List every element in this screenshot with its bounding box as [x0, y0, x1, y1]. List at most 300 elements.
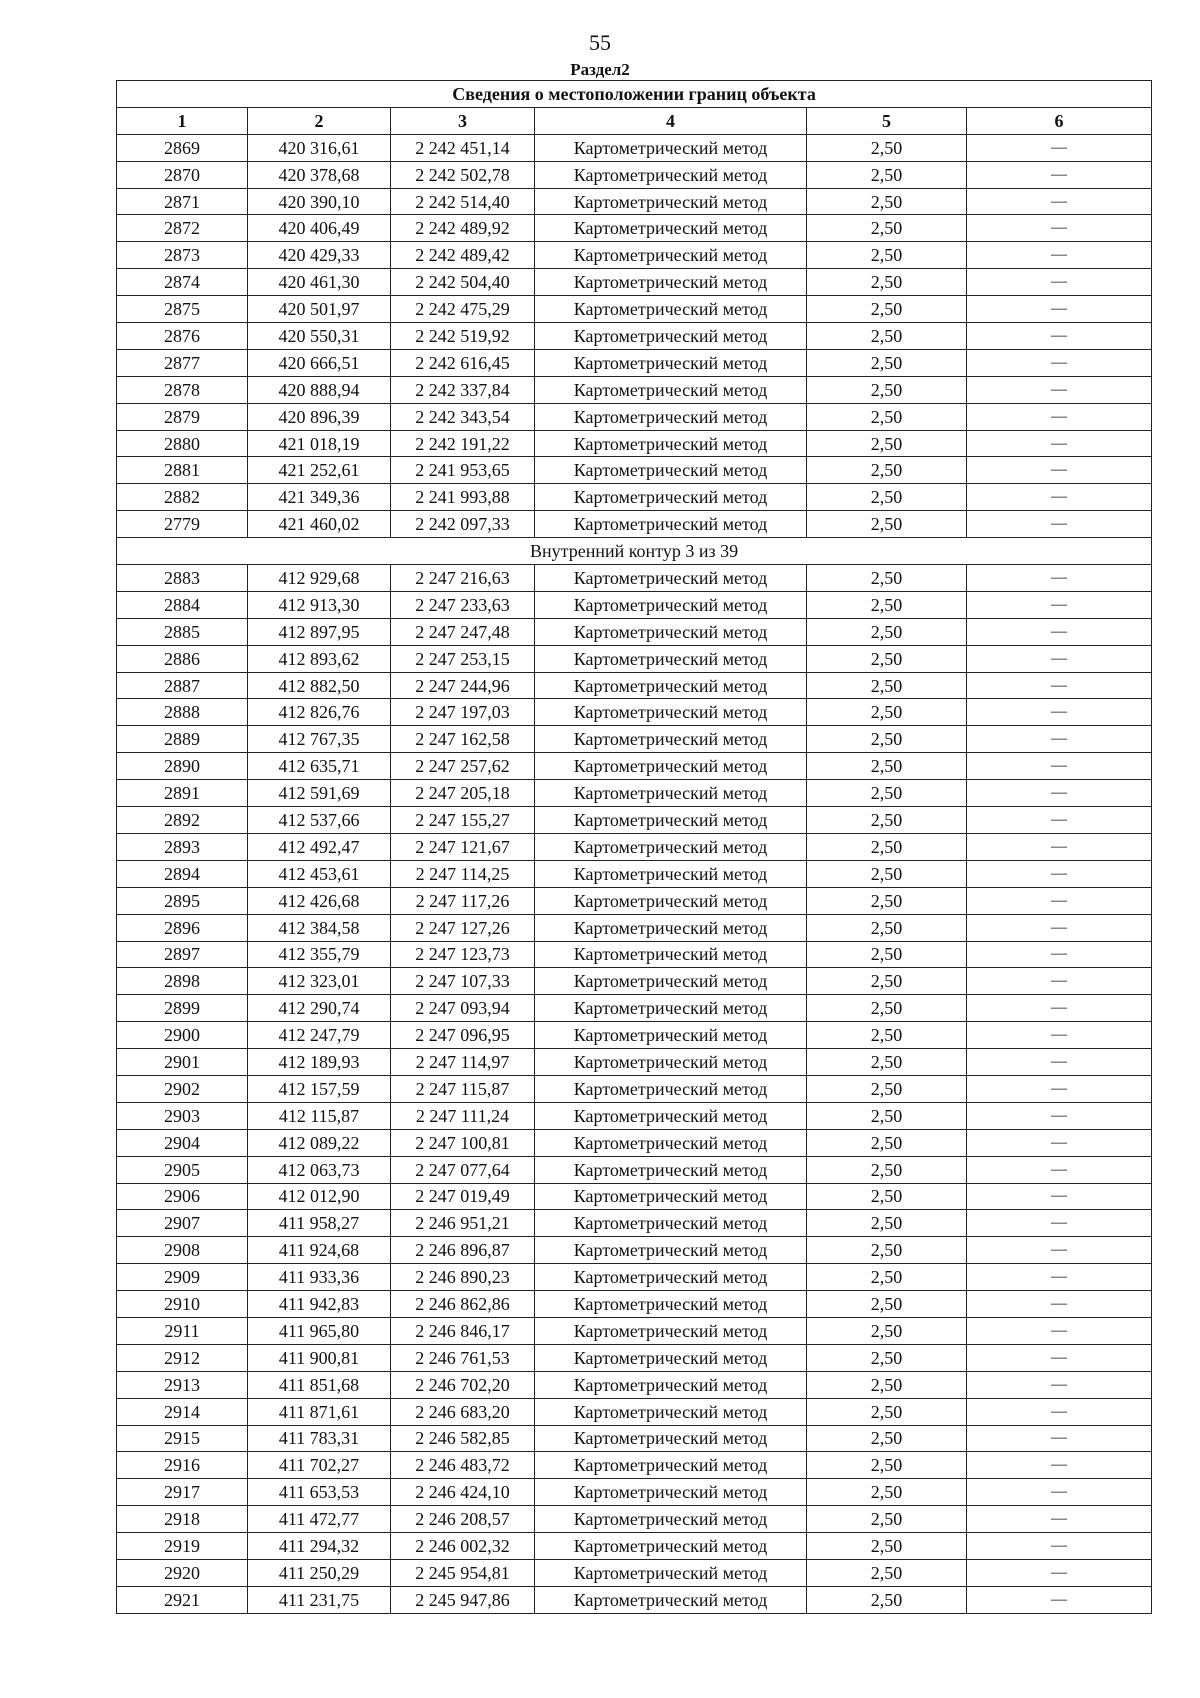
method-cell: Картометрический метод	[535, 995, 807, 1022]
y-coordinate-cell: 2 246 208,57	[391, 1506, 535, 1533]
description-cell: —	[967, 807, 1152, 834]
y-coordinate-cell: 2 245 954,81	[391, 1559, 535, 1586]
accuracy-cell: 2,50	[807, 1559, 967, 1586]
description-cell: —	[967, 753, 1152, 780]
accuracy-cell: 2,50	[807, 1479, 967, 1506]
y-coordinate-cell: 2 247 114,97	[391, 1049, 535, 1076]
x-coordinate-cell: 412 012,90	[248, 1183, 391, 1210]
x-coordinate-cell: 411 472,77	[248, 1506, 391, 1533]
point-number-cell: 2918	[117, 1506, 248, 1533]
table-row	[117, 887, 1152, 914]
method-cell: Картометрический метод	[535, 269, 807, 296]
x-coordinate-cell: 411 942,83	[248, 1291, 391, 1318]
table-row	[117, 376, 1152, 403]
description-cell: —	[967, 941, 1152, 968]
point-number-cell: 2893	[117, 833, 248, 860]
table-row	[117, 565, 1152, 592]
x-coordinate-cell: 412 089,22	[248, 1129, 391, 1156]
y-coordinate-cell: 2 242 489,92	[391, 215, 535, 242]
accuracy-cell: 2,50	[807, 1075, 967, 1102]
table-row	[117, 1479, 1152, 1506]
y-coordinate-cell: 2 247 114,25	[391, 860, 535, 887]
description-cell: —	[967, 134, 1152, 161]
table-row	[117, 914, 1152, 941]
point-number-cell: 2871	[117, 188, 248, 215]
method-cell: Картометрический метод	[535, 1129, 807, 1156]
method-cell: Картометрический метод	[535, 1022, 807, 1049]
point-number-cell: 2899	[117, 995, 248, 1022]
column-header: 4	[535, 107, 807, 134]
method-cell: Картометрический метод	[535, 1559, 807, 1586]
table-row	[117, 645, 1152, 672]
point-number-cell: 2879	[117, 403, 248, 430]
y-coordinate-cell: 2 247 077,64	[391, 1156, 535, 1183]
accuracy-cell: 2,50	[807, 1586, 967, 1613]
accuracy-cell: 2,50	[807, 484, 967, 511]
x-coordinate-cell: 421 460,02	[248, 511, 391, 538]
accuracy-cell: 2,50	[807, 645, 967, 672]
accuracy-cell: 2,50	[807, 1291, 967, 1318]
description-cell: —	[967, 457, 1152, 484]
accuracy-cell: 2,50	[807, 134, 967, 161]
x-coordinate-cell: 420 501,97	[248, 296, 391, 323]
accuracy-cell: 2,50	[807, 860, 967, 887]
point-number-cell: 2888	[117, 699, 248, 726]
x-coordinate-cell: 420 316,61	[248, 134, 391, 161]
y-coordinate-cell: 2 246 582,85	[391, 1425, 535, 1452]
y-coordinate-cell: 2 247 205,18	[391, 780, 535, 807]
description-cell: —	[967, 1237, 1152, 1264]
x-coordinate-cell: 412 635,71	[248, 753, 391, 780]
method-cell: Картометрический метод	[535, 484, 807, 511]
description-cell: —	[967, 968, 1152, 995]
table-row	[117, 968, 1152, 995]
point-number-cell: 2887	[117, 672, 248, 699]
description-cell: —	[967, 645, 1152, 672]
description-cell: —	[967, 188, 1152, 215]
description-cell: —	[967, 1559, 1152, 1586]
x-coordinate-cell: 411 965,80	[248, 1317, 391, 1344]
x-coordinate-cell: 411 653,53	[248, 1479, 391, 1506]
accuracy-cell: 2,50	[807, 349, 967, 376]
x-coordinate-cell: 420 550,31	[248, 323, 391, 350]
method-cell: Картометрический метод	[535, 457, 807, 484]
accuracy-cell: 2,50	[807, 269, 967, 296]
accuracy-cell: 2,50	[807, 780, 967, 807]
table-row	[117, 1398, 1152, 1425]
accuracy-cell: 2,50	[807, 1129, 967, 1156]
method-cell: Картометрический метод	[535, 134, 807, 161]
x-coordinate-cell: 420 888,94	[248, 376, 391, 403]
point-number-cell: 2915	[117, 1425, 248, 1452]
description-cell: —	[967, 349, 1152, 376]
x-coordinate-cell: 411 294,32	[248, 1533, 391, 1560]
x-coordinate-cell: 411 702,27	[248, 1452, 391, 1479]
table-row	[117, 1344, 1152, 1371]
table-row	[117, 699, 1152, 726]
method-cell: Картометрический метод	[535, 726, 807, 753]
x-coordinate-cell: 420 896,39	[248, 403, 391, 430]
point-number-cell: 2894	[117, 860, 248, 887]
point-number-cell: 2889	[117, 726, 248, 753]
x-coordinate-cell: 411 933,36	[248, 1264, 391, 1291]
description-cell: —	[967, 1425, 1152, 1452]
point-number-cell: 2911	[117, 1317, 248, 1344]
x-coordinate-cell: 420 390,10	[248, 188, 391, 215]
method-cell: Картометрический метод	[535, 188, 807, 215]
column-header: 2	[248, 107, 391, 134]
point-number-cell: 2902	[117, 1075, 248, 1102]
point-number-cell: 2906	[117, 1183, 248, 1210]
method-cell: Картометрический метод	[535, 1317, 807, 1344]
method-cell: Картометрический метод	[535, 807, 807, 834]
method-cell: Картометрический метод	[535, 591, 807, 618]
table-row	[117, 1317, 1152, 1344]
description-cell: —	[967, 161, 1152, 188]
point-number-cell: 2895	[117, 887, 248, 914]
table-row	[117, 726, 1152, 753]
x-coordinate-cell: 421 252,61	[248, 457, 391, 484]
x-coordinate-cell: 411 851,68	[248, 1371, 391, 1398]
table-row	[117, 1371, 1152, 1398]
y-coordinate-cell: 2 247 155,27	[391, 807, 535, 834]
table-row	[117, 484, 1152, 511]
method-cell: Картометрический метод	[535, 511, 807, 538]
description-cell: —	[967, 1183, 1152, 1210]
point-number-cell: 2904	[117, 1129, 248, 1156]
y-coordinate-cell: 2 247 127,26	[391, 914, 535, 941]
method-cell: Картометрический метод	[535, 1506, 807, 1533]
point-number-cell: 2912	[117, 1344, 248, 1371]
x-coordinate-cell: 412 115,87	[248, 1102, 391, 1129]
table-row	[117, 1586, 1152, 1613]
x-coordinate-cell: 421 018,19	[248, 430, 391, 457]
x-coordinate-cell: 412 767,35	[248, 726, 391, 753]
x-coordinate-cell: 420 378,68	[248, 161, 391, 188]
description-cell: —	[967, 1533, 1152, 1560]
x-coordinate-cell: 421 349,36	[248, 484, 391, 511]
method-cell: Картометрический метод	[535, 430, 807, 457]
accuracy-cell: 2,50	[807, 296, 967, 323]
section-title: Раздел2	[570, 60, 630, 79]
description-cell: —	[967, 995, 1152, 1022]
y-coordinate-cell: 2 242 451,14	[391, 134, 535, 161]
accuracy-cell: 2,50	[807, 1210, 967, 1237]
x-coordinate-cell: 412 897,95	[248, 618, 391, 645]
method-cell: Картометрический метод	[535, 968, 807, 995]
x-coordinate-cell: 412 826,76	[248, 699, 391, 726]
point-number-cell: 2876	[117, 323, 248, 350]
table-header	[117, 81, 1152, 135]
method-cell: Картометрический метод	[535, 618, 807, 645]
accuracy-cell: 2,50	[807, 1156, 967, 1183]
accuracy-cell: 2,50	[807, 215, 967, 242]
method-cell: Картометрический метод	[535, 323, 807, 350]
y-coordinate-cell: 2 246 951,21	[391, 1210, 535, 1237]
x-coordinate-cell: 411 900,81	[248, 1344, 391, 1371]
point-number-cell: 2886	[117, 645, 248, 672]
y-coordinate-cell: 2 247 257,62	[391, 753, 535, 780]
table-row	[117, 430, 1152, 457]
point-number-cell: 2779	[117, 511, 248, 538]
x-coordinate-cell: 412 384,58	[248, 914, 391, 941]
x-coordinate-cell: 412 893,62	[248, 645, 391, 672]
point-number-cell: 2880	[117, 430, 248, 457]
point-number-cell: 2882	[117, 484, 248, 511]
accuracy-cell: 2,50	[807, 1452, 967, 1479]
method-cell: Картометрический метод	[535, 833, 807, 860]
x-coordinate-cell: 412 247,79	[248, 1022, 391, 1049]
table-row	[117, 1506, 1152, 1533]
y-coordinate-cell: 2 245 947,86	[391, 1586, 535, 1613]
accuracy-cell: 2,50	[807, 1183, 967, 1210]
table-row	[117, 1237, 1152, 1264]
description-cell: —	[967, 1317, 1152, 1344]
table-row	[117, 1264, 1152, 1291]
table-caption: Сведения о местоположении границ объекта	[117, 81, 1152, 108]
x-coordinate-cell: 412 355,79	[248, 941, 391, 968]
point-number-cell: 2921	[117, 1586, 248, 1613]
method-cell: Картометрический метод	[535, 887, 807, 914]
y-coordinate-cell: 2 247 096,95	[391, 1022, 535, 1049]
x-coordinate-cell: 420 406,49	[248, 215, 391, 242]
description-cell: —	[967, 1022, 1152, 1049]
y-coordinate-cell: 2 242 097,33	[391, 511, 535, 538]
y-coordinate-cell: 2 242 191,22	[391, 430, 535, 457]
accuracy-cell: 2,50	[807, 403, 967, 430]
y-coordinate-cell: 2 247 197,03	[391, 699, 535, 726]
table-row	[117, 1533, 1152, 1560]
y-coordinate-cell: 2 246 896,87	[391, 1237, 535, 1264]
x-coordinate-cell: 411 871,61	[248, 1398, 391, 1425]
method-cell: Картометрический метод	[535, 1291, 807, 1318]
point-number-cell: 2875	[117, 296, 248, 323]
accuracy-cell: 2,50	[807, 1371, 967, 1398]
point-number-cell: 2890	[117, 753, 248, 780]
accuracy-cell: 2,50	[807, 188, 967, 215]
point-number-cell: 2881	[117, 457, 248, 484]
column-header: 3	[391, 107, 535, 134]
accuracy-cell: 2,50	[807, 887, 967, 914]
table-row	[117, 242, 1152, 269]
accuracy-cell: 2,50	[807, 1506, 967, 1533]
description-cell: —	[967, 565, 1152, 592]
description-cell: —	[967, 376, 1152, 403]
description-cell: —	[967, 1129, 1152, 1156]
description-cell: —	[967, 296, 1152, 323]
point-number-cell: 2908	[117, 1237, 248, 1264]
x-coordinate-cell: 412 591,69	[248, 780, 391, 807]
description-cell: —	[967, 1210, 1152, 1237]
point-number-cell: 2877	[117, 349, 248, 376]
method-cell: Картометрический метод	[535, 296, 807, 323]
description-cell: —	[967, 1075, 1152, 1102]
method-cell: Картометрический метод	[535, 645, 807, 672]
table-row	[117, 1156, 1152, 1183]
x-coordinate-cell: 412 492,47	[248, 833, 391, 860]
method-cell: Картометрический метод	[535, 215, 807, 242]
y-coordinate-cell: 2 242 343,54	[391, 403, 535, 430]
accuracy-cell: 2,50	[807, 699, 967, 726]
x-coordinate-cell: 412 157,59	[248, 1075, 391, 1102]
y-coordinate-cell: 2 246 483,72	[391, 1452, 535, 1479]
x-coordinate-cell: 412 063,73	[248, 1156, 391, 1183]
description-cell: —	[967, 484, 1152, 511]
y-coordinate-cell: 2 247 111,24	[391, 1102, 535, 1129]
method-cell: Картометрический метод	[535, 780, 807, 807]
description-cell: —	[967, 591, 1152, 618]
column-header-row	[117, 107, 1152, 134]
method-cell: Картометрический метод	[535, 1237, 807, 1264]
method-cell: Картометрический метод	[535, 1586, 807, 1613]
x-coordinate-cell: 420 461,30	[248, 269, 391, 296]
y-coordinate-cell: 2 242 502,78	[391, 161, 535, 188]
table-row	[117, 188, 1152, 215]
method-cell: Картометрический метод	[535, 1425, 807, 1452]
method-cell: Картометрический метод	[535, 941, 807, 968]
y-coordinate-cell: 2 247 117,26	[391, 887, 535, 914]
description-cell: —	[967, 269, 1152, 296]
table-row	[117, 780, 1152, 807]
accuracy-cell: 2,50	[807, 753, 967, 780]
method-cell: Картометрический метод	[535, 1479, 807, 1506]
description-cell: —	[967, 726, 1152, 753]
y-coordinate-cell: 2 246 702,20	[391, 1371, 535, 1398]
method-cell: Картометрический метод	[535, 914, 807, 941]
accuracy-cell: 2,50	[807, 914, 967, 941]
y-coordinate-cell: 2 246 424,10	[391, 1479, 535, 1506]
y-coordinate-cell: 2 247 216,63	[391, 565, 535, 592]
x-coordinate-cell: 420 429,33	[248, 242, 391, 269]
table-row	[117, 1452, 1152, 1479]
description-cell: —	[967, 1371, 1152, 1398]
x-coordinate-cell: 412 929,68	[248, 565, 391, 592]
contour-label: Внутренний контур 3 из 39	[117, 538, 1152, 565]
description-cell: —	[967, 1102, 1152, 1129]
point-number-cell: 2900	[117, 1022, 248, 1049]
x-coordinate-cell: 412 426,68	[248, 887, 391, 914]
y-coordinate-cell: 2 247 123,73	[391, 941, 535, 968]
accuracy-cell: 2,50	[807, 833, 967, 860]
point-number-cell: 2907	[117, 1210, 248, 1237]
method-cell: Картометрический метод	[535, 403, 807, 430]
table-row	[117, 807, 1152, 834]
column-header: 6	[967, 107, 1152, 134]
contour-label-row	[117, 538, 1152, 565]
page-number: 55	[589, 30, 611, 55]
description-cell: —	[967, 430, 1152, 457]
accuracy-cell: 2,50	[807, 1049, 967, 1076]
y-coordinate-cell: 2 247 019,49	[391, 1183, 535, 1210]
table-row	[117, 833, 1152, 860]
table-row	[117, 1425, 1152, 1452]
accuracy-cell: 2,50	[807, 995, 967, 1022]
table-row	[117, 161, 1152, 188]
description-cell: —	[967, 1506, 1152, 1533]
y-coordinate-cell: 2 246 890,23	[391, 1264, 535, 1291]
table-row	[117, 323, 1152, 350]
coordinates-table	[116, 80, 1152, 1614]
description-cell: —	[967, 1586, 1152, 1613]
method-cell: Картометрический метод	[535, 1075, 807, 1102]
method-cell: Картометрический метод	[535, 565, 807, 592]
accuracy-cell: 2,50	[807, 591, 967, 618]
point-number-cell: 2891	[117, 780, 248, 807]
method-cell: Картометрический метод	[535, 1371, 807, 1398]
x-coordinate-cell: 412 453,61	[248, 860, 391, 887]
description-cell: —	[967, 1344, 1152, 1371]
table-row	[117, 860, 1152, 887]
y-coordinate-cell: 2 247 247,48	[391, 618, 535, 645]
x-coordinate-cell: 411 783,31	[248, 1425, 391, 1452]
point-number-cell: 2919	[117, 1533, 248, 1560]
y-coordinate-cell: 2 247 093,94	[391, 995, 535, 1022]
description-cell: —	[967, 1452, 1152, 1479]
y-coordinate-cell: 2 241 993,88	[391, 484, 535, 511]
y-coordinate-cell: 2 241 953,65	[391, 457, 535, 484]
point-number-cell: 2898	[117, 968, 248, 995]
table-body	[117, 134, 1152, 1613]
table-row	[117, 215, 1152, 242]
description-cell: —	[967, 215, 1152, 242]
table-row	[117, 269, 1152, 296]
accuracy-cell: 2,50	[807, 1533, 967, 1560]
method-cell: Картометрический метод	[535, 1398, 807, 1425]
table-row	[117, 1049, 1152, 1076]
accuracy-cell: 2,50	[807, 511, 967, 538]
accuracy-cell: 2,50	[807, 1022, 967, 1049]
y-coordinate-cell: 2 242 489,42	[391, 242, 535, 269]
point-number-cell: 2920	[117, 1559, 248, 1586]
accuracy-cell: 2,50	[807, 1425, 967, 1452]
x-coordinate-cell: 412 913,30	[248, 591, 391, 618]
description-cell: —	[967, 914, 1152, 941]
y-coordinate-cell: 2 242 616,45	[391, 349, 535, 376]
accuracy-cell: 2,50	[807, 323, 967, 350]
y-coordinate-cell: 2 246 846,17	[391, 1317, 535, 1344]
accuracy-cell: 2,50	[807, 1264, 967, 1291]
description-cell: —	[967, 833, 1152, 860]
x-coordinate-cell: 412 882,50	[248, 672, 391, 699]
y-coordinate-cell: 2 247 100,81	[391, 1129, 535, 1156]
table-row	[117, 134, 1152, 161]
table-row	[117, 1102, 1152, 1129]
point-number-cell: 2910	[117, 1291, 248, 1318]
y-coordinate-cell: 2 242 504,40	[391, 269, 535, 296]
method-cell: Картометрический метод	[535, 1452, 807, 1479]
x-coordinate-cell: 411 250,29	[248, 1559, 391, 1586]
x-coordinate-cell: 412 290,74	[248, 995, 391, 1022]
point-number-cell: 2878	[117, 376, 248, 403]
table-row	[117, 941, 1152, 968]
description-cell: —	[967, 1291, 1152, 1318]
accuracy-cell: 2,50	[807, 807, 967, 834]
description-cell: —	[967, 780, 1152, 807]
accuracy-cell: 2,50	[807, 457, 967, 484]
column-header: 5	[807, 107, 967, 134]
accuracy-cell: 2,50	[807, 1237, 967, 1264]
table-row	[117, 511, 1152, 538]
y-coordinate-cell: 2 242 337,84	[391, 376, 535, 403]
column-header: 1	[117, 107, 248, 134]
method-cell: Картометрический метод	[535, 672, 807, 699]
table-row	[117, 1183, 1152, 1210]
table-row	[117, 349, 1152, 376]
table-row	[117, 457, 1152, 484]
method-cell: Картометрический метод	[535, 860, 807, 887]
y-coordinate-cell: 2 246 683,20	[391, 1398, 535, 1425]
accuracy-cell: 2,50	[807, 726, 967, 753]
